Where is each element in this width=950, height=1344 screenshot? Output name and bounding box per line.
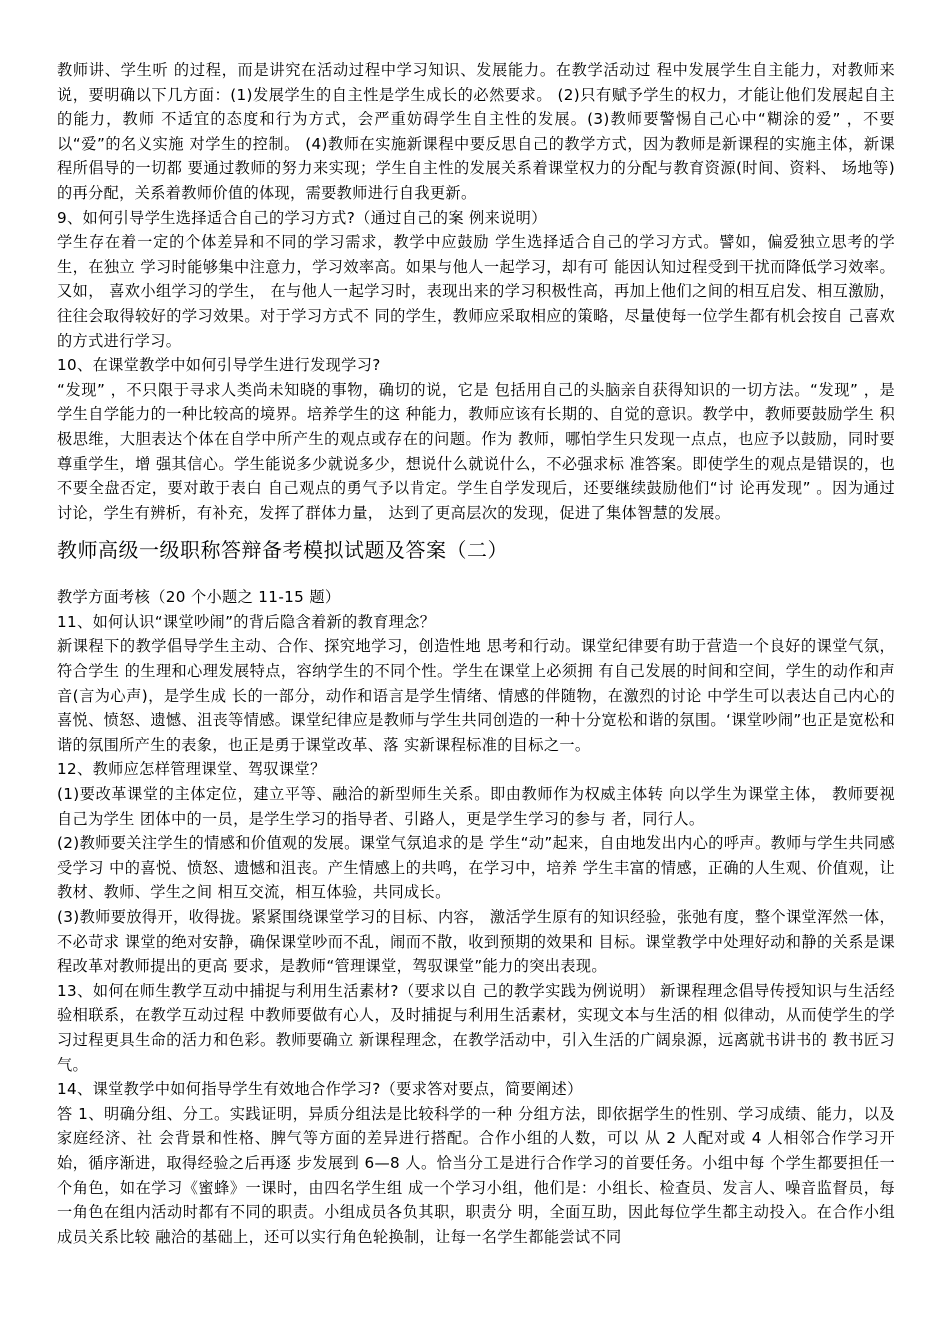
- answer-12-point-1: (1)要改革课堂的主体定位，建立平等、融洽的新型师生关系。即由教师作为权威主体转 向以学生为课堂主体， 教师要视自己为学生 团体中的一员，是学生学习的指导者、引路人，更是学生学习的参与 者，同行人。: [57, 785, 895, 828]
- section-heading: 教师高级一级职称答辩备考模拟试题及答案（二）: [57, 538, 508, 563]
- question-12: 12、教师应怎样管理课堂、驾驭课堂？: [57, 760, 326, 779]
- question-11: 11、如何认识“课堂吵闹”的背后隐含着新的教育理念？: [57, 612, 436, 631]
- answer-10: “发现” ，不只限于寻求人类尚未知晓的事物，确切的说，它是 包括用自己的头脑亲自获得知识的一切方法。“发现” ，是学生自学能力的一种比较高的境界。培养学生的这 种能力，教师应该有长期的、自觉的意识。教学中，教师要鼓励学生 积极思维，大胆表达个体在自学中所产生的观点或存在的问题。作为 教师，哪怕学生只发现一点点，也应予以鼓励，同时要尊重学生，增 强其信心。学生能说多少就说多少，想说什么就说什么，不必强求标 准答案。即使学生的观点是错误的，也不要全盘否定，要对敢于表白 自己观点的勇气予以肯定。学生自学发现后，还要继续鼓励他们“讨 论再发现” 。因为通过讨论，学生有辨析，有补充，发挥了群体力量， 达到了更高层次的发现，促进了集体智慧的发展。: [57, 380, 895, 522]
- question-9: 9、如何引导学生选择适合自己的学习方式?（通过自己的案 例来说明）: [57, 208, 547, 227]
- question-13-with-answer: 13、如何在师生教学互动中捕捉与利用生活素材?（要求以自 己的教学实践为例说明） 新课程理念倡导传授知识与生活经验相联系，在教学互动过程 中教师要做有心人，及时捕捉与利用生活素材，实现文本与生活的相 似律动，从而使学生的学习过程更具生命的活力和色彩。教师要确立 新课程理念，在教学活动中，引入生活的广阔泉源，远离就书讲书的 教书匠习气。: [57, 981, 895, 1074]
- section-subtitle: 教学方面考核（20 个小题之 11-15 题）: [57, 588, 341, 607]
- answer-14: 答 1、明确分组、分工。实践证明，异质分组法是比较科学的一种 分组方法，即依据学生的性别、学习成绩、能力，以及家庭经济、社 会背景和性格、脾气等方面的差异进行搭配。合作小组的人数，可以 从 2 人配对或 4 人相邻合作学习开始，循序渐进，取得经验之后再逐 步发展到 6—8 人。恰当分工是进行合作学习的首要任务。小组中每 个学生都要担任一个角色，如在学习《蜜蜂》一课时，由四名学生组 成一个学习小组，他们是：小组长、检查员、发言人、噪音监督员，每一角色在组内活动时都有不同的职责。小组成员各负其职，职责分 明，全面互助，因此每位学生都主动投入。在合作小组成员关系比较 融洽的基础上，还可以实行角色轮换制，让每一名学生都能尝试不同: [57, 1104, 895, 1246]
- answer-12-point-3: (3)教师要放得开，收得拢。紧紧围绕课堂学习的目标、内容， 激活学生原有的知识经验，张弛有度，整个课堂浑然一体，不必苛求 课堂的绝对安静，确保课堂吵而不乱，闹而不散，收到预期的效果和 目标。课堂教学中处理好动和静的关系是课程改革对教师提出的更高 要求，是教师“管理课堂，驾驭课堂”能力的突出表现。: [57, 908, 895, 976]
- question-14: 14、课堂教学中如何指导学生有效地合作学习?（要求答对要点，简要阐述）: [57, 1080, 583, 1099]
- answer-12-point-2: (2)教师要关注学生的情感和价值观的发展。课堂气氛追求的是 学生“动”起来，自由地发出内心的呼声。教师与学生共同感受学习 中的喜悦、愤怒、遗憾和沮丧。产生情感上的共鸣，在学习中，培养 学生丰富的情感，正确的人生观、价值观，让教材、教师、学生之间 相互交流，相互体验，共同成长。: [57, 834, 895, 902]
- paragraph-teacher-autonomy: 教师讲、学生听 的过程，而是讲究在活动过程中学习知识、发展能力。在教学活动过 程中发展学生自主能力，对教师来说，要明确以下几方面：(1)发展学生的自主性是学生成长的必然要求。 (2)只有赋予学生的权力，才能让他们发展起自主的能力，教师 不适宜的态度和行为方式，会严重妨碍学生自主性的发展。(3)教师要警惕自己心中“糊涂的爱” ，不要以“爱”的名义实施 对学生的控制。 (4)教师在实施新课程中要反思自己的教学方式，因为教师是新课程的实施主体，新课程所倡导的一切都 要通过教师的努力来实现；学生自主性的发展关系着课堂权力的分配与教育资源(时间、资料、 场地等)的再分配，关系着教师价值的体现，需要教师进行自我更新。: [57, 61, 895, 202]
- answer-11: 新课程下的教学倡导学生主动、合作、探究地学习，创造性地 思考和行动。课堂纪律要有助于营造一个良好的课堂气氛，符合学生 的生理和心理发展特点，容纳学生的不同个性。学生在课堂上必须拥 有自己发展的时间和空间，学生的动作和声音(言为心声)，是学生成 长的一部分，动作和语言是学生情绪、情感的伴随物，在激烈的讨论 中学生可以表达自己内心的喜悦、愤怒、遗憾、沮丧等情感。课堂纪律应是教师与学生共同创造的一种十分宽松和谐的氛围。‘课堂吵闹”也正是宽松和谐的氛围所产生的表象，也正是勇于课堂改革、落 实新课程标准的目标之一。: [57, 637, 895, 754]
- question-10: 10、在课堂教学中如何引导学生进行发现学习?: [57, 356, 381, 375]
- answer-9: 学生存在着一定的个体差异和不同的学习需求，教学中应鼓励 学生选择适合自己的学习方式。譬如，偏爱独立思考的学生，在独立 学习时能够集中注意力，学习效率高。如果与他人一起学习，却有可 能因认知过程受到干扰而降低学习效率。又如， 喜欢小组学习的学生， 在与他人一起学习时，表现出来的学习积极性高，再加上他们之间的相互启发、相互激励，往往会取得较好的学习效果。对于学习方式不 同的学生，教师应采取相应的策略，尽量使每一位学生都有机会按自 己喜欢的方式进行学习。: [57, 233, 895, 350]
